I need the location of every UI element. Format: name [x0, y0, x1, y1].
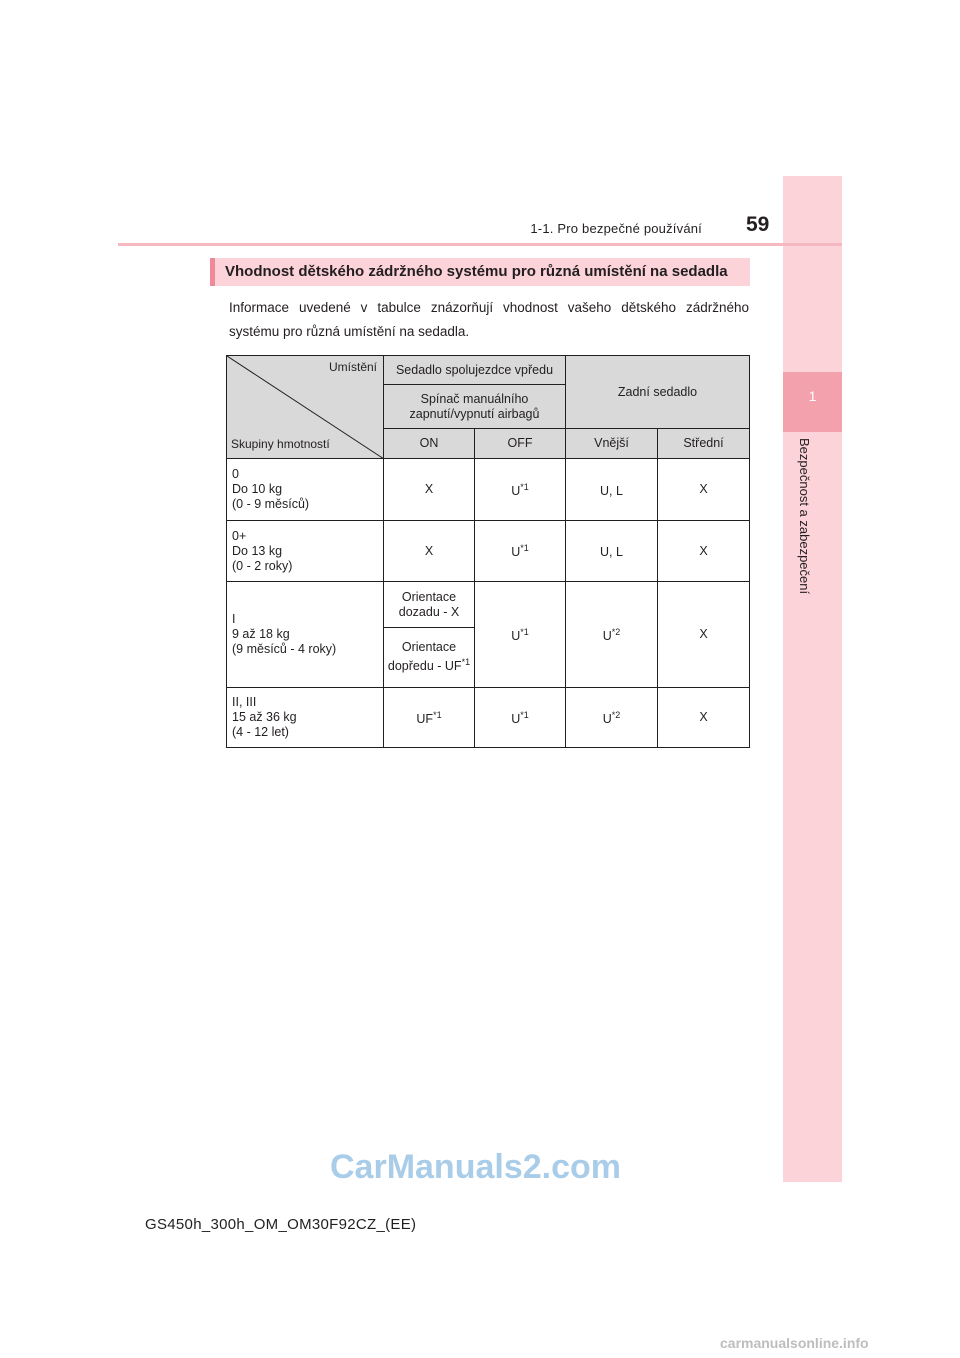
outer-cell: $U^{*2}$ — [566, 688, 658, 748]
page-number: 59 — [746, 213, 770, 236]
airbag-switch-header: Spínač manuálního zapnutí/vypnutí airbagů — [384, 385, 566, 429]
table-corner-cell — [227, 356, 384, 459]
table-row — [227, 459, 750, 521]
outer-cell: U, L — [566, 459, 658, 521]
outer-cell: $U^{*2}$ — [566, 582, 658, 688]
watermark-site: carmanualsonline.info — [720, 1335, 869, 1351]
section-heading: Vhodnost dětského zádržného systému pro různá umístění na sedadla — [210, 258, 750, 286]
corner-weight-label: Skupiny hmotností — [231, 437, 330, 451]
off-cell: $U^{*1}$ — [475, 521, 566, 582]
table-row — [227, 582, 750, 628]
weight-group-cell: 0 Do 10 kg (0 - 9 měsíců) — [227, 459, 384, 521]
running-header: 1-1. Pro bezpečné používání — [530, 221, 702, 236]
center-cell: X — [658, 688, 750, 748]
col-outer-header: Vnější — [566, 429, 658, 459]
center-cell: X — [658, 521, 750, 582]
rear-seat-header: Zadní sedadlo — [566, 356, 750, 429]
col-on-header: ON — [384, 429, 475, 459]
center-cell: X — [658, 459, 750, 521]
col-center-header: Střední — [658, 429, 750, 459]
off-cell: $U^{*1}$ — [475, 688, 566, 748]
on-cell: UF$^{*1}$ — [384, 688, 475, 748]
document-code: GS450h_300h_OM_OM30F92CZ_(EE) — [145, 1216, 417, 1233]
suitability-table — [226, 355, 750, 748]
front-seat-header: Sedadlo spolujezdce vpředu — [384, 356, 566, 385]
corner-position-label: Umístění — [328, 360, 377, 374]
center-cell: X — [658, 582, 750, 688]
header-rule — [118, 243, 842, 246]
table-row — [227, 688, 750, 748]
side-band — [783, 176, 842, 1182]
on-rear-facing-cell: Orientace dozadu - X — [384, 582, 475, 628]
watermark-logo: CarManuals2.com — [330, 1148, 621, 1186]
table-row — [227, 521, 750, 582]
weight-group-cell: II, III 15 až 36 kg (4 - 12 let) — [227, 688, 384, 748]
on-forward-facing-cell: Orientace dopředu - UF$^{*1}$ — [384, 628, 475, 688]
chapter-number: 1 — [808, 388, 817, 404]
col-off-header: OFF — [475, 429, 566, 459]
on-cell: X — [384, 521, 475, 582]
chapter-title: Bezpečnost a zabezpečení — [797, 438, 812, 595]
off-cell: $U^{*1}$ — [475, 459, 566, 521]
outer-cell: U, L — [566, 521, 658, 582]
weight-group-cell: 0+ Do 13 kg (0 - 2 roky) — [227, 521, 384, 582]
off-cell: $U^{*1}$ — [475, 582, 566, 688]
weight-group-cell: I 9 až 18 kg (9 měsíců - 4 roky) — [227, 582, 384, 688]
intro-paragraph: Informace uvedené v tabulce znázorňují vhodnost vašeho dětského zádržného systému pro různá umístění na sedadla. — [229, 300, 749, 339]
on-cell: X — [384, 459, 475, 521]
